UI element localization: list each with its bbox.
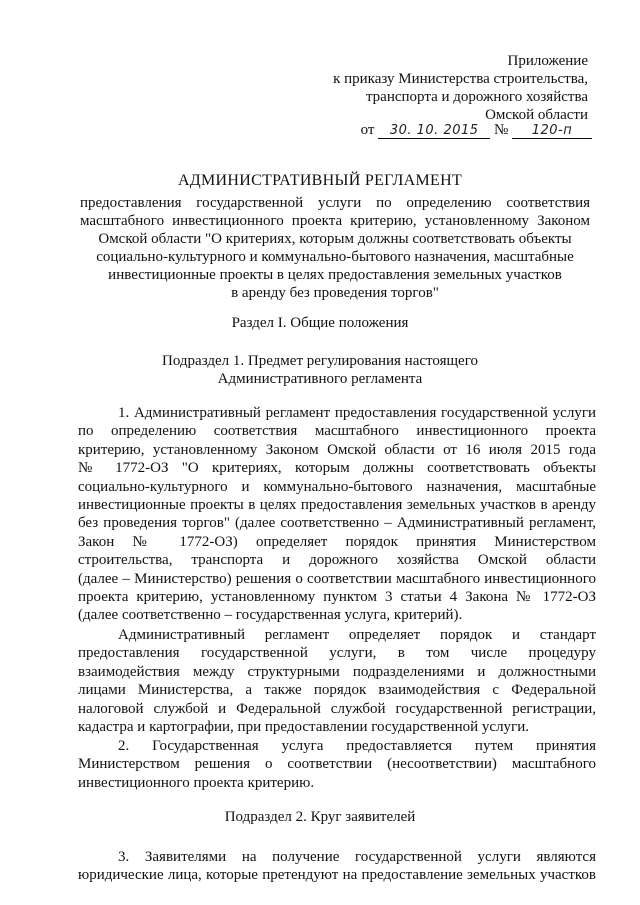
section-heading-text: Раздел I. Общие положения [231, 315, 409, 331]
date-prefix: от [360, 122, 375, 138]
paragraph-line: кадастра и картографии, при предоставлении государственной услуги. [78, 719, 529, 736]
paragraph-line: предоставления государственной услуги, в том числе процедуру [78, 645, 596, 662]
paragraph-line: (далее соответственно – государственная услуга, критерий). [78, 607, 463, 624]
paragraph-line: Министерством решения о соответствии (несоответствии) масштабного [78, 756, 596, 773]
subtitle-line: инвестиционные проекты в целях предоставления земельных участков [108, 267, 562, 283]
subtitle-line: масштабного инвестиционного проекта критерию, установленному Законом [80, 213, 590, 229]
section-heading [0, 314, 640, 332]
number-prefix: № [493, 122, 509, 138]
subtitle-line: социально-культурного и коммунально-бытового назначения, масштабные [96, 249, 574, 265]
paragraph-line: 2. Государственная услуга предоставляется путем принятия [118, 738, 596, 754]
subsection-heading-2 [0, 808, 640, 826]
appendix-line: Омской области [485, 107, 588, 123]
paragraph-line: 1. Административный регламент предоставления государственной услуги [118, 405, 596, 421]
document-title: АДМИНИСТРАТИВНЫЙ РЕГЛАМЕНТ [177, 172, 463, 189]
paragraph-line: по определению соответствия масштабного инвестиционного проекта [78, 423, 596, 440]
paragraph-line: Административный регламент определяет порядок и стандарт [118, 627, 596, 643]
subsection-heading-line: Подраздел 1. Предмет регулирования настоящего [162, 353, 478, 369]
subsection-heading [0, 352, 640, 388]
paragraph-line: Закон № 1772-ОЗ) определяет порядок принятия Министерством [78, 533, 596, 550]
appendix-block [333, 52, 588, 124]
paragraph-line: строительства, транспорта и дорожного хозяйства Омской области [78, 552, 596, 569]
paragraph-line: налоговой службой и Федеральной службой государственной регистрации, [78, 700, 596, 717]
paragraph-line: взаимодействия между структурными подразделениями и должностными [78, 663, 596, 680]
subtitle-line: Омской области "О критериях, которым должны соответствовать объекты [98, 231, 572, 247]
paragraph-2 [78, 626, 596, 736]
subsection-heading-text: Подраздел 2. Круг заявителей [224, 809, 416, 825]
appendix-line: транспорта и дорожного хозяйства [365, 89, 588, 105]
subsection-heading-line: Административного регламента [217, 371, 423, 387]
paragraph-line: проекта критерию, установленному пунктом 3 статьи 4 Закона № 1772-ОЗ [78, 589, 596, 606]
document-subtitle [80, 194, 590, 302]
paragraph-line: (далее – Министерство) решения о соответствии масштабного инвестиционного [78, 570, 596, 587]
paragraph-line: инвестиционного проекта критерию. [78, 774, 315, 791]
paragraph-1 [78, 404, 596, 625]
paragraph-line: юридические лица, которые претендуют на предоставление земельных участков [78, 867, 596, 884]
subtitle-line: в аренду без проведения торгов" [231, 285, 439, 301]
paragraph-line: инвестиционные проекты в целях предоставления земельных участков в аренду [78, 497, 596, 514]
paragraph-line: № 1772-ОЗ "О критериях, которым должны соответствовать объекты [78, 460, 596, 477]
order-date-number [361, 121, 592, 139]
handwritten-date: 30. 10. 2015 [378, 124, 490, 139]
handwritten-number: 120-п [512, 124, 592, 139]
paragraph-line: 3. Заявителями на получение государственной услуги являются [118, 849, 596, 865]
subtitle-line: предоставления государственной услуги по определению соответствия [80, 195, 590, 211]
paragraph-line: без проведения торгов" (далее соответственно – Административный регламент, [78, 515, 596, 532]
appendix-line: к приказу Министерства строительства, [333, 71, 588, 87]
paragraph-line: социально-культурного и коммунально-бытового назначения, масштабные [78, 478, 596, 495]
paragraph-line: лицами Министерства, а также порядок взаимодействия с Федеральной [78, 682, 596, 699]
paragraph-4 [78, 848, 596, 885]
paragraph-3 [78, 737, 596, 792]
appendix-line: Приложение [507, 53, 588, 69]
paragraph-line: критерию, установленному Законом Омской области от 16 июля 2015 года [78, 441, 596, 458]
